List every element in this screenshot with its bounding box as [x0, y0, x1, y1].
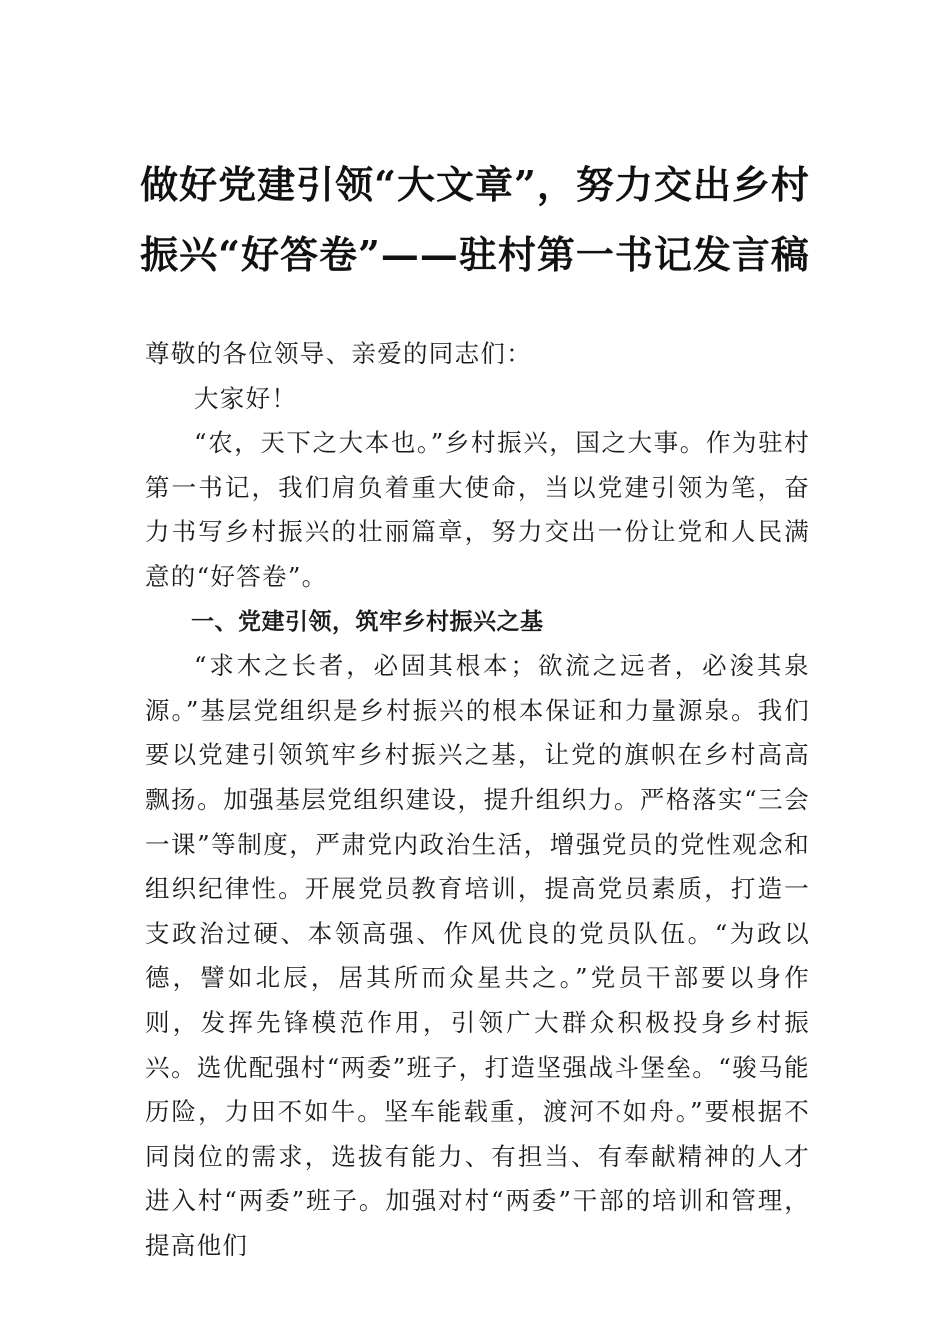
- greeting: 大家好！: [194, 383, 298, 413]
- document-title-line-1: 做好党建引领“大文章”，努力交出乡村: [140, 162, 810, 207]
- intro-paragraph: “农，天下之大本也。”乡村振兴，国之大事。作为驻村第一书记，我们肩负着重大使命，当以党建引领为笔，奋力书写乡村振兴的壮丽篇章，努力交出一份让党和人民满意的“好答卷”。: [145, 428, 810, 591]
- document-title-line-2: 振兴“好答卷”——驻村第一书记发言稿: [140, 232, 810, 277]
- section-1-paragraph: “求木之长者，必固其根本；欲流之远者，必浚其泉源。”基层党组织是乡村振兴的根本保证和力量源泉。我们要以党建引领筑牢乡村振兴之基，让党的旗帜在乡村高高飘扬。加强基层党组织建设，提升组织力。严格落实“三会一课”等制度，严肃党内政治生活，增强党员的党性观念和组织纪律性。开展党员教育培训，提高党员素质，打造一支政治过硬、本领高强、作风优良的党员队伍。“为政以德，譬如北辰，居其所而众星共之。”党员干部要以身作则，发挥先锋模范作用，引领广大群众积极投身乡村振兴。选优配强村“两委”班子，打造坚强战斗堡垒。“骏马能历险，力田不如牛。坚车能载重，渡河不如舟。”要根据不同岗位的需求，选拔有能力、有担当、有奉献精神的人才进入村“两委”班子。加强对村“两委”干部的培训和管理，提高他们: [145, 651, 810, 1260]
- section-1-heading: 一、党建引领，筑牢乡村振兴之基: [191, 608, 544, 635]
- salutation: 尊敬的各位领导、亲爱的同志们：: [145, 339, 532, 368]
- document-body: [145, 332, 810, 1268]
